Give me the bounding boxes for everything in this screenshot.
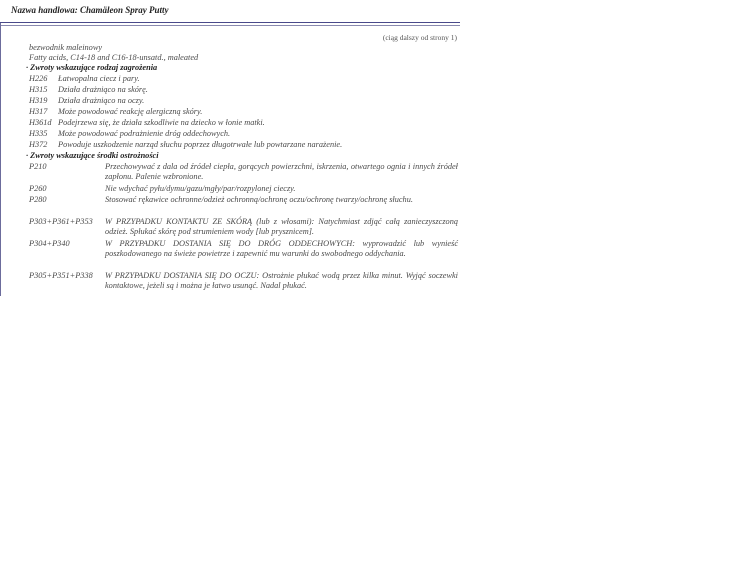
- header-divider: [0, 22, 460, 23]
- precaution-code: P260: [29, 184, 47, 193]
- precaution-text: W PRZYPADKU DOSTANIA SIĘ DO DRÓG ODDECHOWYCH: wyprowadzić lub wynieść poszkodowanego na świeże powietrze i zapewnić mu warunki do swobodnego oddychania.: [105, 239, 458, 258]
- document-header: [0, 0, 460, 23]
- hazard-text: Działa drażniąco na oczy.: [58, 96, 145, 105]
- precaution-text: Stosować rękawice ochronne/odzież ochronną/ochronę oczu/ochronę twarzy/ochronę słuchu.: [105, 195, 413, 204]
- precaution-code: P304+P340: [29, 239, 70, 248]
- precaution-section-title: · Zwroty wskazujące środki ostrożności: [26, 151, 159, 160]
- header-divider-secondary: [0, 25, 460, 26]
- hazard-code: H319: [29, 96, 48, 105]
- ingredient-line: bezwodnik maleinowy: [29, 43, 103, 52]
- precaution-text: Przechowywać z dala od źródeł ciepła, gorących powierzchni, iskrzenia, otwartego ognia i innych źródeł zapłonu. Palenie wzbronione.: [105, 162, 458, 181]
- left-margin-rule: [0, 23, 1, 296]
- hazard-section-title: · Zwroty wskazujące rodzaj zagrożenia: [26, 63, 158, 72]
- hazard-text: Łatwopalna ciecz i pary.: [58, 74, 140, 83]
- hazard-code: H315: [29, 85, 48, 94]
- hazard-code: H335: [29, 129, 48, 138]
- precaution-code: P210: [29, 162, 47, 171]
- hazard-section-title-text: Zwroty wskazujące rodzaj zagrożenia: [30, 63, 158, 72]
- hazard-text: Działa drażniąco na skórę.: [58, 85, 148, 94]
- precaution-text: W PRZYPADKU DOSTANIA SIĘ DO OCZU: Ostrożnie płukać wodą przez kilka minut. Wyjąć soczewki kontaktowe, jeżeli są i można je łatwo usunąć. Nadal płukać.: [105, 271, 458, 290]
- trade-name-title: Nazwa handlowa: Chamäleon Spray Putty: [11, 5, 169, 15]
- hazard-code: H361d: [29, 118, 52, 127]
- precaution-text: Nie wdychać pyłu/dymu/gazu/mgły/par/rozpylonej cieczy.: [105, 184, 296, 193]
- hazard-code: H226: [29, 74, 48, 83]
- hazard-text: Może powodować reakcję alergiczną skóry.: [58, 107, 203, 116]
- precaution-code: P280: [29, 195, 47, 204]
- document-page: [0, 0, 460, 296]
- hazard-text: Powoduje uszkodzenie narząd słuchu poprzez długotrwałe lub powtarzane narażenie.: [58, 140, 343, 149]
- precaution-section-title-text: Zwroty wskazujące środki ostrożności: [30, 151, 159, 160]
- hazard-text: Może powodować podrażnienie dróg oddechowych.: [58, 129, 231, 138]
- precaution-code: P303+P361+P353: [29, 217, 93, 226]
- precaution-text: W PRZYPADKU KONTAKTU ZE SKÓRĄ (lub z włosami): Natychmiast zdjąć całą zanieczyszczoną odzież. Spłukać skórę pod strumieniem wody [lub prysznicem].: [105, 217, 458, 236]
- hazard-code: H372: [29, 140, 48, 149]
- precaution-code: P305+P351+P338: [29, 271, 93, 280]
- continued-note: (ciąg dalszy od strony 1): [382, 33, 457, 42]
- ingredient-line: Fatty acids, C14-18 and C16-18-unsatd., maleated: [29, 53, 199, 62]
- hazard-code: H317: [29, 107, 48, 116]
- hazard-text: Podejrzewa się, że działa szkodliwie na dziecko w łonie matki.: [58, 118, 265, 127]
